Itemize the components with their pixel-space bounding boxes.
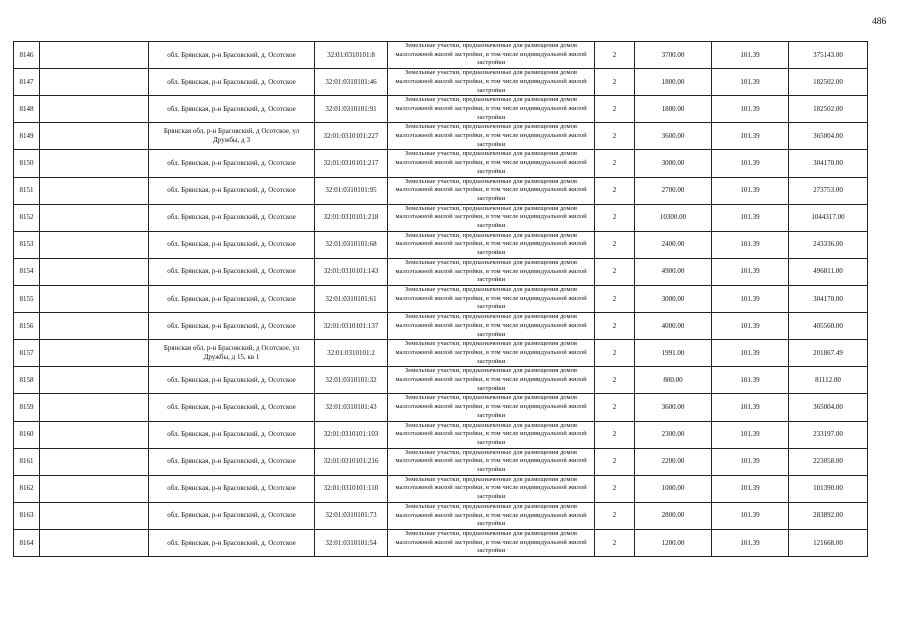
cadastral-number-cell: 32:01:0310101:68	[315, 231, 388, 258]
land-use-cell: Земельные участки, предназначенные для размещения домов малоэтажной жилой застройки, в том числе индивидуальной жилой застройки	[388, 150, 595, 177]
cadastral-number-cell: 32:01:0310101:43	[315, 394, 388, 421]
cadastral-number-cell: 32:01:0310101:137	[315, 313, 388, 340]
cadastral-value-cell: 405560.00	[789, 313, 868, 340]
cadastral-value-cell: 1044317.00	[789, 204, 868, 231]
row-number-cell: 8155	[14, 285, 40, 312]
group-cell: 2	[595, 367, 635, 394]
empty-cell	[40, 231, 149, 258]
table-row	[14, 502, 868, 529]
cadastral-value-cell: 496811.00	[789, 258, 868, 285]
group-cell: 2	[595, 448, 635, 475]
area-cell: 4900.00	[635, 258, 712, 285]
empty-cell	[40, 313, 149, 340]
address-cell: обл. Брянская, р-н Брасовский, д. Осотское	[149, 42, 315, 69]
group-cell: 2	[595, 394, 635, 421]
address-cell: обл. Брянская, р-н Брасовский, д. Осотское	[149, 231, 315, 258]
cadastral-number-cell: 32:01:0310101:218	[315, 204, 388, 231]
cadastral-value-cell: 223058.00	[789, 448, 868, 475]
area-cell: 3000.00	[635, 150, 712, 177]
group-cell: 2	[595, 123, 635, 150]
empty-cell	[40, 421, 149, 448]
rate-cell: 101.39	[712, 313, 789, 340]
empty-cell	[40, 448, 149, 475]
cadastral-number-cell: 32:01:0310101:73	[315, 502, 388, 529]
group-cell: 2	[595, 177, 635, 204]
land-use-cell: Земельные участки, предназначенные для размещения домов малоэтажной жилой застройки, в том числе индивидуальной жилой застройки	[388, 258, 595, 285]
rate-cell: 101.39	[712, 123, 789, 150]
address-cell: обл. Брянская, р-н Брасовский, д. Осотское	[149, 258, 315, 285]
group-cell: 2	[595, 421, 635, 448]
group-cell: 2	[595, 340, 635, 367]
row-number-cell: 8151	[14, 177, 40, 204]
cadastral-number-cell: 32:01:0310101:217	[315, 150, 388, 177]
group-cell: 2	[595, 231, 635, 258]
cadastral-value-cell: 304170.00	[789, 150, 868, 177]
rate-cell: 101.39	[712, 204, 789, 231]
empty-cell	[40, 204, 149, 231]
empty-cell	[40, 340, 149, 367]
land-use-cell: Земельные участки, предназначенные для размещения домов малоэтажной жилой застройки, в том числе индивидуальной жилой застройки	[388, 177, 595, 204]
area-cell: 4000.00	[635, 313, 712, 340]
area-cell: 1991.00	[635, 340, 712, 367]
empty-cell	[40, 258, 149, 285]
row-number-cell: 8156	[14, 313, 40, 340]
cadastral-value-cell: 201867.49	[789, 340, 868, 367]
address-cell: обл. Брянская, р-н Брасовский, д. Осотское	[149, 421, 315, 448]
rate-cell: 101.39	[712, 394, 789, 421]
cadastral-number-cell: 32:01:0310101:103	[315, 421, 388, 448]
rate-cell: 101.39	[712, 150, 789, 177]
area-cell: 2200.00	[635, 448, 712, 475]
land-use-cell: Земельные участки, предназначенные для размещения домов малоэтажной жилой застройки, в том числе индивидуальной жилой застройки	[388, 340, 595, 367]
group-cell: 2	[595, 313, 635, 340]
table-row	[14, 394, 868, 421]
row-number-cell: 8163	[14, 502, 40, 529]
rate-cell: 101.39	[712, 529, 789, 556]
address-cell: обл. Брянская, р-н Брасовский, д. Осотское	[149, 69, 315, 96]
group-cell: 2	[595, 258, 635, 285]
land-use-cell: Земельные участки, предназначенные для размещения домов малоэтажной жилой застройки, в том числе индивидуальной жилой застройки	[388, 367, 595, 394]
table-row	[14, 475, 868, 502]
area-cell: 2700.00	[635, 177, 712, 204]
cadastral-value-cell: 365004.00	[789, 394, 868, 421]
empty-cell	[40, 42, 149, 69]
table-row	[14, 69, 868, 96]
row-number-cell: 8150	[14, 150, 40, 177]
area-cell: 2400.00	[635, 231, 712, 258]
rate-cell: 101.39	[712, 448, 789, 475]
cadastral-number-cell: 32:01:0310101:110	[315, 475, 388, 502]
land-use-cell: Земельные участки, предназначенные для размещения домов малоэтажной жилой застройки, в том числе индивидуальной жилой застройки	[388, 529, 595, 556]
land-use-cell: Земельные участки, предназначенные для размещения домов малоэтажной жилой застройки, в том числе индивидуальной жилой застройки	[388, 421, 595, 448]
row-number-cell: 8158	[14, 367, 40, 394]
address-cell: Брянская обл, р-н Брасовский, д Осотское, ул Дружбы, д 3	[149, 123, 315, 150]
cadastral-value-cell: 365004.00	[789, 123, 868, 150]
cadastral-value-cell: 283892.00	[789, 502, 868, 529]
group-cell: 2	[595, 529, 635, 556]
land-use-cell: Земельные участки, предназначенные для размещения домов малоэтажной жилой застройки, в том числе индивидуальной жилой застройки	[388, 69, 595, 96]
address-cell: обл. Брянская, р-н Брасовский, д. Осотское	[149, 204, 315, 231]
table-row	[14, 313, 868, 340]
empty-cell	[40, 285, 149, 312]
area-cell: 3000.00	[635, 285, 712, 312]
table-row	[14, 204, 868, 231]
row-number-cell: 8152	[14, 204, 40, 231]
land-use-cell: Земельные участки, предназначенные для размещения домов малоэтажной жилой застройки, в том числе индивидуальной жилой застройки	[388, 231, 595, 258]
empty-cell	[40, 367, 149, 394]
empty-cell	[40, 123, 149, 150]
cadastral-value-cell: 273753.00	[789, 177, 868, 204]
cadastral-value-cell: 375143.00	[789, 42, 868, 69]
row-number-cell: 8160	[14, 421, 40, 448]
rate-cell: 101.39	[712, 421, 789, 448]
rate-cell: 101.39	[712, 231, 789, 258]
rate-cell: 101.39	[712, 96, 789, 123]
row-number-cell: 8157	[14, 340, 40, 367]
cadastral-value-cell: 121668.00	[789, 529, 868, 556]
land-use-cell: Земельные участки, предназначенные для размещения домов малоэтажной жилой застройки, в том числе индивидуальной жилой застройки	[388, 42, 595, 69]
table-row	[14, 421, 868, 448]
empty-cell	[40, 177, 149, 204]
cadastral-number-cell: 32:01:0310101:91	[315, 96, 388, 123]
group-cell: 2	[595, 502, 635, 529]
table-row	[14, 340, 868, 367]
table-row	[14, 177, 868, 204]
area-cell: 3700.00	[635, 42, 712, 69]
cadastral-number-cell: 32:01:0310101:46	[315, 69, 388, 96]
cadastral-value-cell: 101390.00	[789, 475, 868, 502]
cadastral-value-cell: 233197.00	[789, 421, 868, 448]
rate-cell: 101.39	[712, 502, 789, 529]
row-number-cell: 8148	[14, 96, 40, 123]
cadastral-value-cell: 182502.00	[789, 96, 868, 123]
cadastral-registry-table	[13, 41, 868, 557]
table-row	[14, 367, 868, 394]
address-cell: Брянская обл, р-н Брасовский, д Осотское, ул Дружбы, д 15, кв 1	[149, 340, 315, 367]
table-row	[14, 529, 868, 556]
land-use-cell: Земельные участки, предназначенные для размещения домов малоэтажной жилой застройки, в том числе индивидуальной жилой застройки	[388, 123, 595, 150]
empty-cell	[40, 69, 149, 96]
rate-cell: 101.39	[712, 42, 789, 69]
row-number-cell: 8161	[14, 448, 40, 475]
row-number-cell: 8159	[14, 394, 40, 421]
address-cell: обл. Брянская, р-н Брасовский, д. Осотское	[149, 313, 315, 340]
address-cell: обл. Брянская, р-н Брасовский, д. Осотское	[149, 150, 315, 177]
empty-cell	[40, 475, 149, 502]
land-use-cell: Земельные участки, предназначенные для размещения домов малоэтажной жилой застройки, в том числе индивидуальной жилой застройки	[388, 448, 595, 475]
group-cell: 2	[595, 285, 635, 312]
land-use-cell: Земельные участки, предназначенные для размещения домов малоэтажной жилой застройки, в том числе индивидуальной жилой застройки	[388, 502, 595, 529]
table-row	[14, 258, 868, 285]
cadastral-number-cell: 32:01:0310101:61	[315, 285, 388, 312]
address-cell: обл. Брянская, р-н Брасовский, д. Осотское	[149, 285, 315, 312]
table-row	[14, 285, 868, 312]
address-cell: обл. Брянская, р-н Брасовский, д. Осотское	[149, 502, 315, 529]
area-cell: 1000.00	[635, 475, 712, 502]
address-cell: обл. Брянская, р-н Брасовский, д. Осотское	[149, 96, 315, 123]
row-number-cell: 8149	[14, 123, 40, 150]
land-use-cell: Земельные участки, предназначенные для размещения домов малоэтажной жилой застройки, в том числе индивидуальной жилой застройки	[388, 475, 595, 502]
rate-cell: 101.39	[712, 285, 789, 312]
address-cell: обл. Брянская, р-н Брасовский, д. Осотское	[149, 475, 315, 502]
cadastral-number-cell: 32:01:0310101:227	[315, 123, 388, 150]
rate-cell: 101.39	[712, 177, 789, 204]
area-cell: 10300.00	[635, 204, 712, 231]
area-cell: 1800.00	[635, 69, 712, 96]
empty-cell	[40, 502, 149, 529]
area-cell: 2300.00	[635, 421, 712, 448]
address-cell: обл. Брянская, р-н Брасовский, д. Осотское	[149, 529, 315, 556]
group-cell: 2	[595, 96, 635, 123]
row-number-cell: 8162	[14, 475, 40, 502]
rate-cell: 101.39	[712, 69, 789, 96]
table-row	[14, 96, 868, 123]
cadastral-number-cell: 32:01:0310101:32	[315, 367, 388, 394]
cadastral-value-cell: 81112.00	[789, 367, 868, 394]
address-cell: обл. Брянская, р-н Брасовский, д. Осотское	[149, 177, 315, 204]
table-row	[14, 42, 868, 69]
empty-cell	[40, 150, 149, 177]
address-cell: обл. Брянская, р-н Брасовский, д. Осотское	[149, 394, 315, 421]
land-use-cell: Земельные участки, предназначенные для размещения домов малоэтажной жилой застройки, в том числе индивидуальной жилой застройки	[388, 204, 595, 231]
empty-cell	[40, 394, 149, 421]
table-row	[14, 448, 868, 475]
row-number-cell: 8154	[14, 258, 40, 285]
row-number-cell: 8153	[14, 231, 40, 258]
rate-cell: 101.39	[712, 475, 789, 502]
cadastral-number-cell: 32:01:0310101:54	[315, 529, 388, 556]
land-use-cell: Земельные участки, предназначенные для размещения домов малоэтажной жилой застройки, в том числе индивидуальной жилой застройки	[388, 96, 595, 123]
cadastral-number-cell: 32:01:0310101:8	[315, 42, 388, 69]
area-cell: 1800.00	[635, 96, 712, 123]
area-cell: 1200.00	[635, 529, 712, 556]
table-row	[14, 123, 868, 150]
address-cell: обл. Брянская, р-н Брасовский, д. Осотское	[149, 367, 315, 394]
cadastral-number-cell: 32:01:0310101:95	[315, 177, 388, 204]
land-use-cell: Земельные участки, предназначенные для размещения домов малоэтажной жилой застройки, в том числе индивидуальной жилой застройки	[388, 285, 595, 312]
table-row	[14, 150, 868, 177]
cadastral-value-cell: 182502.00	[789, 69, 868, 96]
group-cell: 2	[595, 150, 635, 177]
area-cell: 2800.00	[635, 502, 712, 529]
group-cell: 2	[595, 42, 635, 69]
cadastral-number-cell: 32:01:0310101:216	[315, 448, 388, 475]
row-number-cell: 8146	[14, 42, 40, 69]
address-cell: обл. Брянская, р-н Брасовский, д. Осотское	[149, 448, 315, 475]
table-row	[14, 231, 868, 258]
land-use-cell: Земельные участки, предназначенные для размещения домов малоэтажной жилой застройки, в том числе индивидуальной жилой застройки	[388, 313, 595, 340]
rate-cell: 101.39	[712, 367, 789, 394]
group-cell: 2	[595, 69, 635, 96]
area-cell: 3600.00	[635, 394, 712, 421]
page-number: 486	[872, 17, 887, 27]
cadastral-value-cell: 243336.00	[789, 231, 868, 258]
cadastral-number-cell: 32:01:0310101:143	[315, 258, 388, 285]
rate-cell: 101.39	[712, 340, 789, 367]
row-number-cell: 8164	[14, 529, 40, 556]
table-body	[14, 42, 868, 557]
rate-cell: 101.39	[712, 258, 789, 285]
land-use-cell: Земельные участки, предназначенные для размещения домов малоэтажной жилой застройки, в том числе индивидуальной жилой застройки	[388, 394, 595, 421]
cadastral-value-cell: 304170.00	[789, 285, 868, 312]
cadastral-number-cell: 32:01:0310101:2	[315, 340, 388, 367]
group-cell: 2	[595, 204, 635, 231]
row-number-cell: 8147	[14, 69, 40, 96]
empty-cell	[40, 529, 149, 556]
empty-cell	[40, 96, 149, 123]
group-cell: 2	[595, 475, 635, 502]
area-cell: 3600.00	[635, 123, 712, 150]
area-cell: 800.00	[635, 367, 712, 394]
